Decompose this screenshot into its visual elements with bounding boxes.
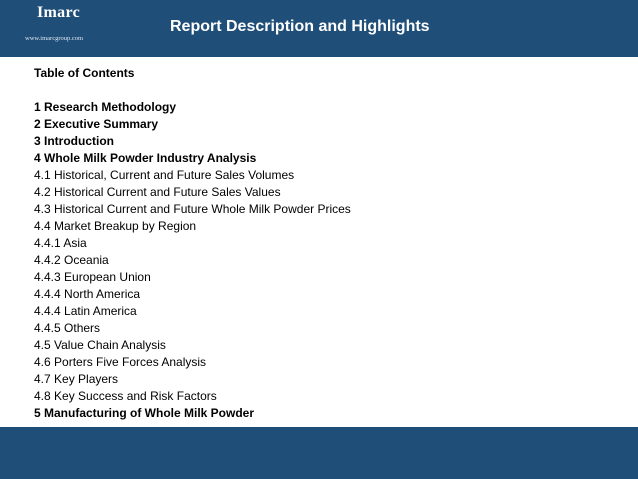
toc-item: 4.1 Historical, Current and Future Sales Volumes (34, 168, 295, 182)
toc-item: 4.4.4 Latin America (34, 304, 137, 318)
toc-item: 4.3 Historical Current and Future Whole Milk Powder Prices (34, 202, 351, 216)
imarc-logo: Imarc (37, 4, 80, 21)
toc-item: 2 Executive Summary (34, 117, 159, 131)
toc-item: 4.5 Value Chain Analysis (34, 338, 166, 352)
toc-item: 4.4.4 North America (34, 287, 141, 301)
toc-item: 1 Research Methodology (34, 100, 177, 114)
toc-item: 3 Introduction (34, 134, 114, 148)
toc-item: 4.4.2 Oceania (34, 253, 109, 267)
toc-item: 5 Manufacturing of Whole Milk Powder (34, 406, 255, 420)
toc-item: 4.4 Market Breakup by Region (34, 219, 197, 233)
toc-item: 4.4.3 European Union (34, 270, 151, 284)
toc-item: 4.6 Porters Five Forces Analysis (34, 355, 207, 369)
toc-section (34, 65, 624, 422)
toc-item: 4.8 Key Success and Risk Factors (34, 389, 217, 403)
logo-url: www.imarcgroup.com (25, 35, 84, 42)
toc-item: 4 Whole Milk Powder Industry Analysis (34, 151, 257, 165)
toc-heading: Table of Contents (34, 66, 135, 80)
toc-item: 4.4.1 Asia (34, 236, 87, 250)
toc-item: 4.2 Historical Current and Future Sales Values (34, 185, 281, 199)
toc-item: 4.7 Key Players (34, 372, 119, 386)
page-title: Report Description and Highlights (170, 18, 430, 35)
toc-list (34, 99, 624, 422)
header-banner (0, 0, 638, 57)
toc-item: 4.4.5 Others (34, 321, 101, 335)
footer-banner (0, 427, 638, 479)
